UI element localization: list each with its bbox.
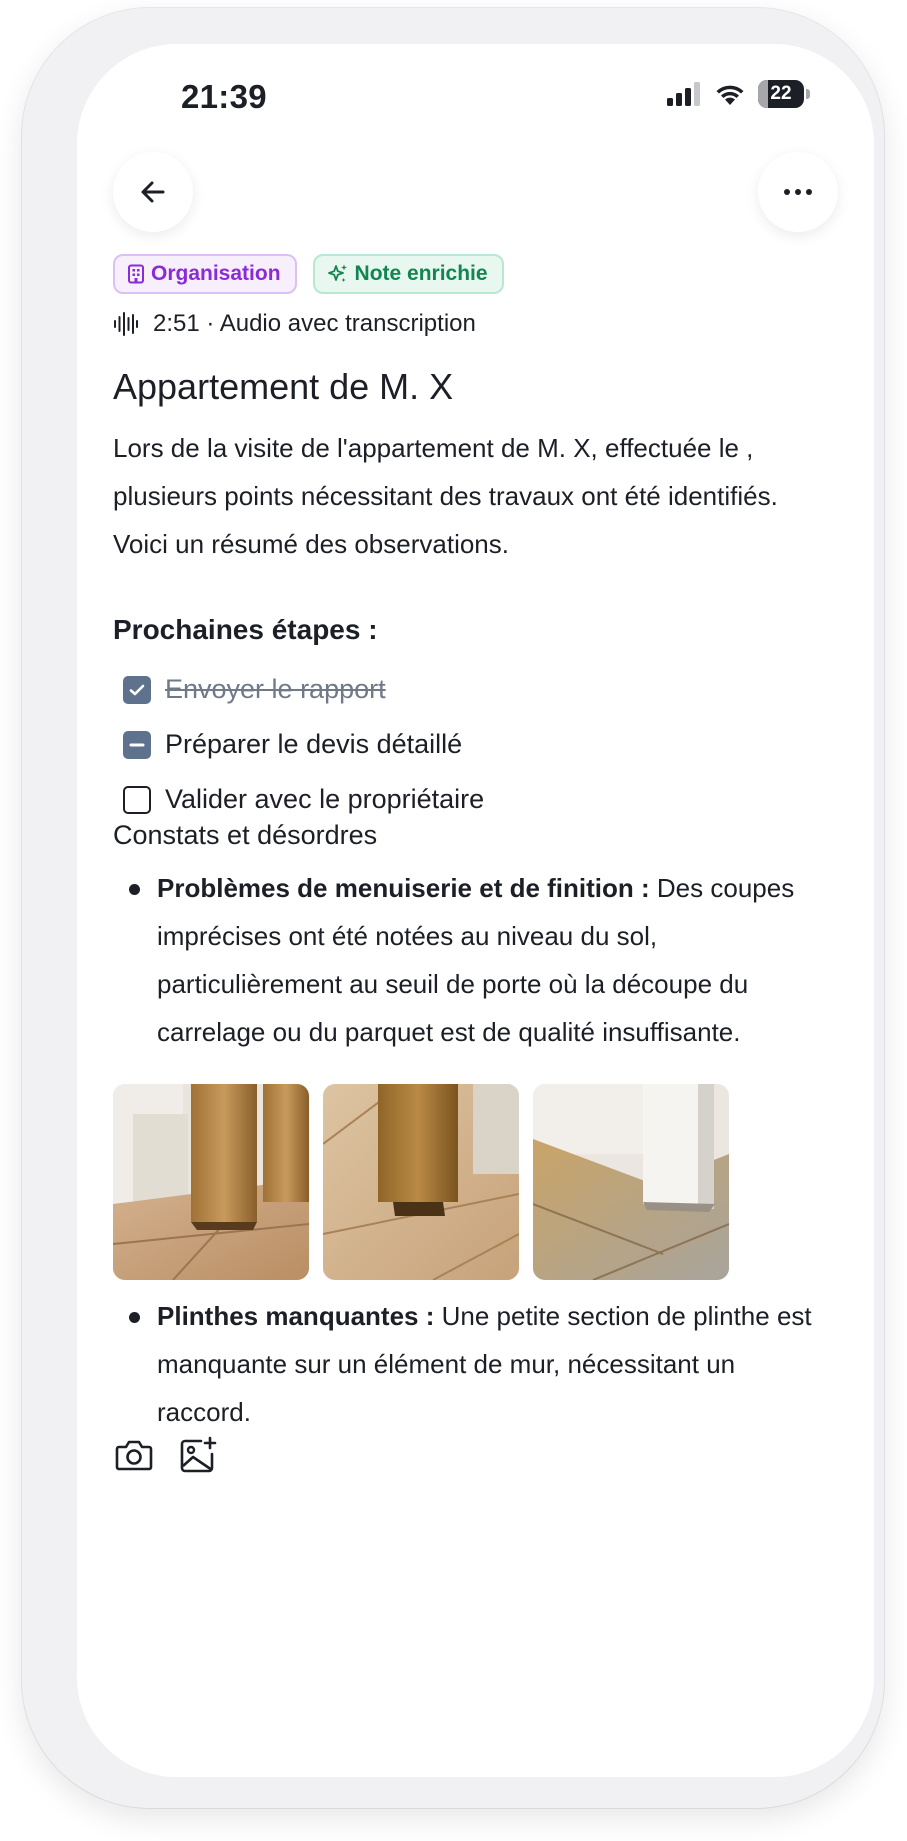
- arrow-left-icon: [138, 177, 168, 207]
- bullet-dot: [129, 1312, 140, 1323]
- status-icons: [666, 80, 810, 108]
- photo-thumbnail[interactable]: [533, 1084, 729, 1280]
- list-item: [113, 864, 823, 1056]
- finding-title: Problèmes de menuiserie et de finition :: [157, 873, 650, 903]
- signal-icon: [666, 82, 702, 106]
- checkbox-checked[interactable]: [123, 676, 151, 704]
- steps-heading: Prochaines étapes :: [113, 614, 378, 645]
- photo-thumbnail[interactable]: [113, 1084, 309, 1280]
- checkbox-indeterminate[interactable]: [123, 731, 151, 759]
- phone-frame: [22, 8, 884, 1808]
- more-horizontal-icon: [783, 187, 813, 197]
- battery-indicator: [758, 80, 810, 108]
- checklist-item[interactable]: [123, 717, 484, 772]
- photo-gallery: [113, 1084, 729, 1280]
- tag-organisation-label: Organisation: [151, 262, 281, 285]
- camera-button[interactable]: [113, 1434, 155, 1476]
- finding-title: Plinthes manquantes :: [157, 1301, 435, 1331]
- bullet-dot: [129, 884, 140, 895]
- checklist-item-label: Envoyer le rapport: [165, 674, 386, 704]
- building-icon: [127, 264, 145, 284]
- status-time: 21:39: [181, 78, 267, 115]
- more-options-button[interactable]: [758, 152, 838, 232]
- note-intro: Lors de la visite de l'appartement de M. X, effectuée le , plusieurs points nécessitant des travaux ont été identifiés. Voici un résumé des observations.: [113, 433, 778, 559]
- audio-waveform-icon: [113, 311, 139, 337]
- note-title: Appartement de M. X: [113, 366, 454, 407]
- checklist-item-label: Valider avec le propriétaire: [165, 784, 485, 814]
- minus-icon: [128, 742, 146, 748]
- photo-thumbnail[interactable]: [323, 1084, 519, 1280]
- wifi-icon: [714, 82, 746, 106]
- finding-text: Des coupes imprécises ont été notées au niveau du sol, particulièrement au seuil de porte où la découpe du carrelage ou du parquet est de qualité insuffisante.: [157, 873, 795, 1047]
- list-item: [113, 1292, 823, 1436]
- audio-label: 2:51 · Audio avec transcription: [153, 310, 476, 337]
- sparkles-icon: [327, 263, 349, 285]
- steps-checklist: [123, 662, 484, 827]
- media-toolbar: [113, 1434, 219, 1476]
- tag-organisation[interactable]: [113, 254, 297, 294]
- check-icon: [128, 683, 146, 697]
- add-image-button[interactable]: [177, 1434, 219, 1476]
- image-plus-icon: [179, 1436, 217, 1474]
- checklist-item[interactable]: [123, 662, 484, 717]
- audio-row[interactable]: [113, 310, 476, 338]
- checklist-item[interactable]: [123, 772, 484, 827]
- checklist-item-label: Préparer le devis détaillé: [165, 729, 463, 759]
- checkbox-unchecked[interactable]: [123, 786, 151, 814]
- back-button[interactable]: [113, 152, 193, 232]
- tag-list: [113, 254, 504, 294]
- findings-heading: Constats et désordres: [113, 820, 378, 850]
- tag-note-enrichie[interactable]: [313, 254, 504, 294]
- battery-level: 22: [770, 83, 792, 104]
- camera-icon: [115, 1438, 153, 1472]
- finding-text: Une petite section de plinthe est manquante sur un élément de mur, nécessitant un raccord.: [157, 1301, 812, 1427]
- screen: [77, 44, 874, 1777]
- tag-note-label: Note enrichie: [354, 262, 488, 285]
